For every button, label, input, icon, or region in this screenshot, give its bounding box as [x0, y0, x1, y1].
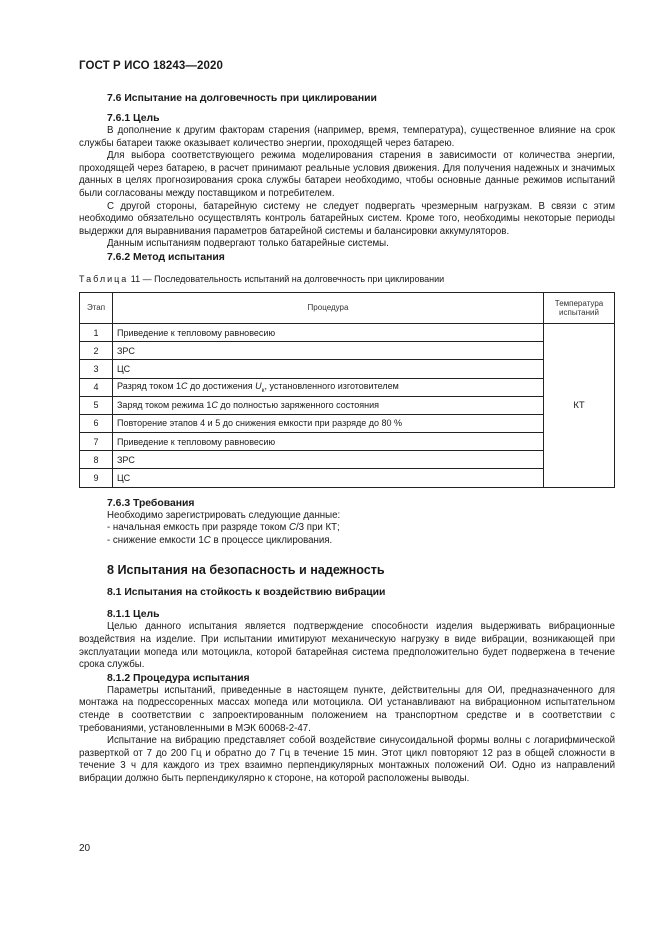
list-text: в процессе циклирования. — [210, 534, 333, 546]
table-row — [80, 396, 615, 414]
paragraph: Данным испытаниям подвергают только батарейные системы. — [107, 238, 389, 250]
stage-number: 1 — [80, 323, 113, 341]
procedure-cell — [113, 396, 544, 414]
table-row — [80, 414, 615, 432]
procedure-cell: ЗРС — [113, 451, 544, 469]
table-row — [80, 323, 615, 341]
voltage-symbol: U — [255, 380, 262, 391]
paragraph: Испытание на вибрацию представляет собой воздействие синусоидальной формы волны с логарифмической разверткой от 7 до 200 Гц и обратно до 7 Гц в течение 15 мин. Этот цикл повторяют 12 раз в общей сложности в течение 3 ч для каждого из трех взаимно перпендикулярных монтажных положений ОИ. Одно из направлений вибрации должно быть перпендикулярно к стороне, на которой расположены выводы. — [79, 735, 615, 784]
paragraph: Для выбора соответствующего режима моделирования старения в зависимости от количества энергии, проходящей через батарею, в расчет принимают реальные условия движения. Для получения надежных и значимых данных в целях прогнозирования срока службы батареи необходимо, чтобы основные данные режимов испытаний были согласованы между поставщиком и потребителем. — [79, 150, 615, 199]
page-content — [79, 92, 615, 786]
section-7-6-3-title: 7.6.3 Требования — [107, 497, 195, 509]
list-text: - снижение емкости 1 — [107, 534, 204, 546]
list-item — [107, 522, 615, 535]
section-7-6-1-title: 7.6.1 Цель — [107, 113, 160, 124]
capacity-symbol: C — [203, 534, 211, 546]
voltage-subscript: к — [261, 386, 265, 394]
table-caption — [79, 274, 615, 284]
paragraph: Параметры испытаний, приведенные в настоящем пункте, действительны для ОИ, предназначенного для монтажа на подрессоренных массах мопеда или мотоцикла. ОИ устанавливают на вибрационном испытательном стенде в соответствии с запроектированным положением на транспортном средстве и в соответствии с требованиями, установленными в МЭК 60068-2-47. — [79, 684, 615, 734]
stage-number: 4 — [80, 378, 113, 396]
procedure-cell: Приведение к тепловому равновесию — [113, 323, 544, 341]
procedure-cell: ЗРС — [113, 342, 544, 360]
col-stage: Этап — [80, 292, 113, 323]
section-8-1-2-title: 8.1.2 Процедура испытания — [107, 672, 250, 684]
temperature-condition: КТ — [544, 323, 615, 487]
procedure-cell: Повторение этапов 4 и 5 до снижения емкости при разряде до 80 % — [113, 414, 544, 432]
stage-number: 8 — [80, 451, 113, 469]
stage-number: 2 — [80, 342, 113, 360]
table-header-row — [80, 292, 615, 323]
procedure-text: , установленного изготовителем — [264, 380, 399, 391]
procedure-cell: Приведение к тепловому равновесию — [113, 433, 544, 451]
section-8-1-title: 8.1 Испытания на стойкость к воздействию вибрации — [107, 587, 386, 599]
paragraph: С другой стороны, батарейную систему не следует подвергать чрезмерным нагрузкам. В связи с этим необходимо обязательно осуществлять контроль батарейных систем. Кроме того, необходимы некоторые периоды выдержки для выравнивания параметров батарейной системы и балансировки аккумуляторов. — [79, 200, 615, 237]
table-row — [80, 469, 615, 487]
procedure-text: до достижения — [187, 380, 256, 391]
paragraph: Целью данного испытания является подтверждение способности изделия выдерживать вибрационные воздействия на изделие. При испытании имитируют механическую нагрузку в виде вибрации, возникающей при эксплуатации мопеда или мотоцикла, которой батарейная система предположительно будет подвержена в течение срока службы. — [79, 621, 615, 671]
section-7-6-title: 7.6 Испытание на долговечность при циклировании — [107, 93, 377, 104]
table-caption-prefix: Таблица — [79, 273, 129, 284]
section-8-title: 8 Испытания на безопасность и надежность — [107, 563, 385, 578]
table-row — [80, 378, 615, 396]
table-row — [80, 433, 615, 451]
procedure-text: Разряд током 1 — [117, 380, 182, 391]
procedure-text: до полностью заряженного состояния — [217, 400, 379, 411]
procedure-cell: ЦС — [113, 469, 544, 487]
section-7-6-2-title: 7.6.2 Метод испытания — [107, 251, 225, 263]
list-text: /3 при КТ; — [295, 522, 340, 534]
cycling-test-table — [79, 292, 615, 488]
stage-number: 7 — [80, 433, 113, 451]
list-text: - начальная емкость при разряде током — [107, 522, 289, 534]
stage-number: 3 — [80, 360, 113, 378]
capacity-symbol: C — [288, 522, 296, 534]
stage-number: 9 — [80, 469, 113, 487]
section-8-1-1-title: 8.1.1 Цель — [107, 609, 160, 621]
standard-header: ГОСТ Р ИСО 18243—2020 — [79, 60, 224, 72]
col-temperature: Температура испытаний — [544, 292, 615, 323]
requirements-intro: Необходимо зарегистрировать следующие данные: — [107, 509, 341, 521]
procedure-cell: ЦС — [113, 360, 544, 378]
procedure-cell — [113, 378, 544, 396]
table-row — [80, 360, 615, 378]
table-row — [80, 342, 615, 360]
procedure-text: Заряд током режима 1 — [117, 400, 212, 411]
stage-number: 5 — [80, 396, 113, 414]
col-procedure: Процедура — [113, 292, 544, 323]
capacity-symbol: C — [211, 400, 218, 411]
paragraph: В дополнение к другим факторам старения (например, время, температура), существенное влияние на срок службы батареи также оказывает количество энергии, проходящей через батарею. — [79, 125, 615, 149]
table-caption-text: 11 — Последовательность испытаний на долговечность при циклировании — [128, 273, 445, 284]
list-item — [107, 535, 615, 548]
table-row — [80, 451, 615, 469]
page-number: 20 — [79, 843, 91, 854]
capacity-symbol: C — [181, 380, 188, 391]
stage-number: 6 — [80, 414, 113, 432]
